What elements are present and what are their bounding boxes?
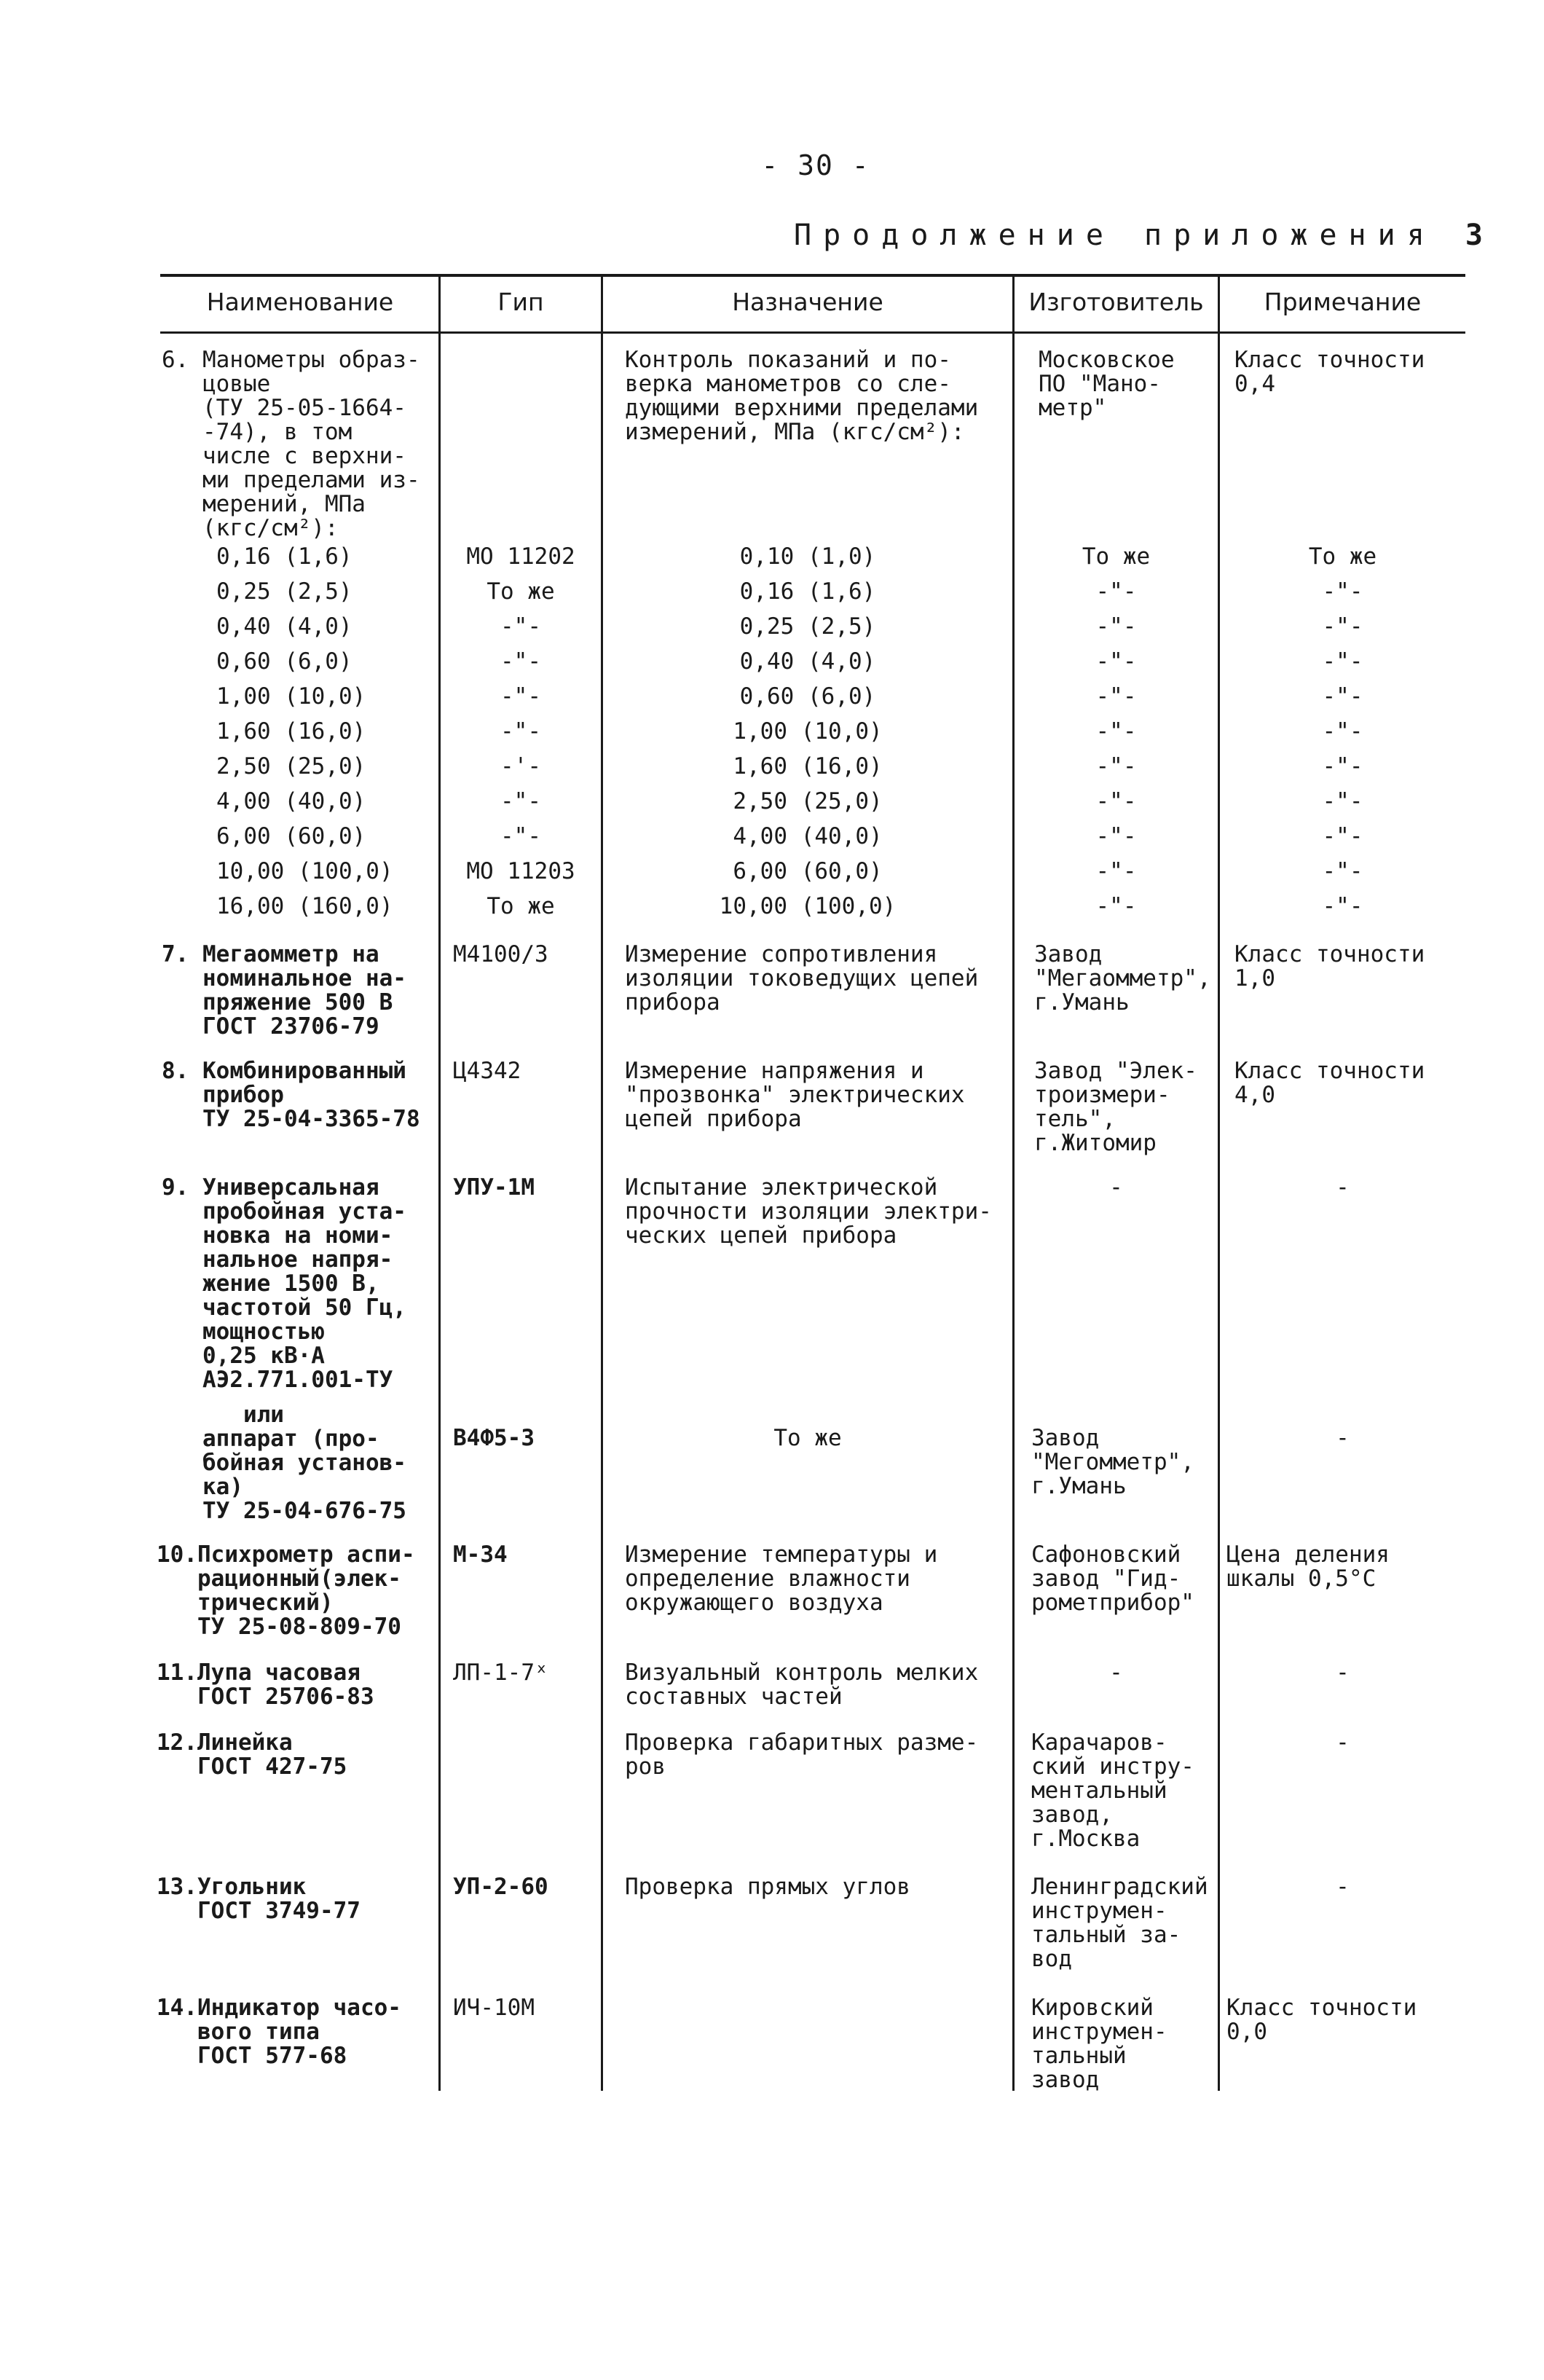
subrow5-name: 1,00 (10,0) <box>216 683 366 710</box>
row11-purpose: Визуальный контроль мелких составных частей <box>625 1660 979 1710</box>
row7-type: М4100/3 <box>453 941 548 967</box>
subrow5-note: -"- <box>1322 683 1363 710</box>
row8-purpose: Измерение напряжения и "прозвонка" электрических цепей прибора <box>625 1058 965 1132</box>
row9-note: - <box>1336 1174 1350 1201</box>
row10-note: Цена деления шкалы 0,5°С <box>1226 1541 1390 1592</box>
row13-type: УП-2-60 <box>453 1874 548 1900</box>
subrow4-name: 0,60 (6,0) <box>216 648 352 675</box>
subrow1-purpose: 0,10 (1,0) <box>739 543 876 570</box>
subrow10-purpose: 6,00 (60,0) <box>733 858 883 884</box>
subrow1-type: МО 11202 <box>466 543 575 570</box>
subrow7-type: -'- <box>500 753 541 779</box>
subrow8-purpose: 2,50 (25,0) <box>733 788 883 814</box>
row9-maker: - <box>1109 1174 1123 1201</box>
row10-purpose: Измерение температуры и определение влажности окружающего воздуха <box>625 1541 938 1616</box>
subrow2-name: 0,25 (2,5) <box>216 578 352 605</box>
subrow10-maker: -"- <box>1095 858 1137 884</box>
subrow3-purpose: 0,25 (2,5) <box>739 613 876 640</box>
subrow6-note: -"- <box>1322 718 1363 745</box>
subrow2-type: То же <box>487 578 555 605</box>
row6-note: Класс точности 0,4 <box>1234 347 1425 397</box>
row13-maker: Ленинградский инструмен- тальный за- вод <box>1031 1874 1208 1972</box>
subrow6-type: -"- <box>500 718 541 745</box>
subrow1-name: 0,16 (1,6) <box>216 543 352 570</box>
row9-type: УПУ-1М <box>453 1174 535 1201</box>
subrow6-name: 1,60 (16,0) <box>216 718 366 745</box>
subrow11-note: -"- <box>1322 893 1363 919</box>
row12-note: - <box>1336 1729 1350 1756</box>
subrow9-purpose: 4,00 (40,0) <box>733 823 883 849</box>
row7-note: Класс точности 1,0 <box>1234 941 1425 991</box>
subrow6-maker: -"- <box>1095 718 1137 745</box>
subrow7-purpose: 1,60 (16,0) <box>733 753 883 779</box>
subrow3-maker: -"- <box>1095 613 1137 640</box>
header-purpose: Назначение <box>732 288 883 316</box>
row11-note: - <box>1336 1660 1350 1686</box>
row8-name: 8. Комбинированный прибор ТУ 25-04-3365-78 <box>162 1058 420 1132</box>
header-type: Гип <box>497 288 544 316</box>
subrow9-note: -"- <box>1322 823 1363 849</box>
row8-type: Ц4342 <box>453 1058 521 1084</box>
table-top-rule <box>160 274 1465 277</box>
row9-purpose: Испытание электрической прочности изоляции электри- ческих цепей прибора <box>625 1174 992 1249</box>
subrow11-name: 16,00 (160,0) <box>216 893 393 919</box>
subrow4-maker: -"- <box>1095 648 1137 675</box>
row10-name: 10.Психрометр аспи- рационный(элек- трический) ТУ 25-08-809-70 <box>157 1541 415 1640</box>
row7-purpose: Измерение сопротивления изоляции токоведущих цепей прибора <box>625 941 979 1016</box>
row7-name: 7. Мегаомметр на номинальное на- пряжение 500 В ГОСТ 23706-79 <box>162 941 406 1040</box>
subrow1-maker: То же <box>1082 543 1151 570</box>
subrow6-purpose: 1,00 (10,0) <box>733 718 883 745</box>
continuation-heading <box>794 219 1483 252</box>
subrow2-maker: -"- <box>1095 578 1137 605</box>
subrow10-name: 10,00 (100,0) <box>216 858 393 884</box>
row12-name: 12.Линейка ГОСТ 427-75 <box>157 1729 347 1780</box>
table-header-rule <box>160 331 1465 334</box>
row9-alt-note: - <box>1336 1425 1350 1451</box>
subrow10-type: МО 11203 <box>466 858 575 884</box>
row14-type: ИЧ-10М <box>453 1995 535 2021</box>
row10-type: М-34 <box>453 1541 508 1568</box>
row9-alt-name: или аппарат (про- бойная установ- ка) ТУ 25-04-676-75 <box>202 1402 406 1524</box>
subrow2-note: -"- <box>1322 578 1363 605</box>
row9-alt-purpose: То же <box>773 1425 842 1451</box>
row10-maker: Сафоновский завод "Гид- рометприбор" <box>1031 1541 1194 1616</box>
subrow9-maker: -"- <box>1095 823 1137 849</box>
row8-maker: Завод "Элек- троизмери- тель", г.Житомир <box>1034 1058 1197 1156</box>
subrow3-name: 0,40 (4,0) <box>216 613 352 640</box>
appendix-number: 3 <box>1465 219 1483 252</box>
row9-alt-type: В4Ф5-3 <box>453 1425 535 1451</box>
subrow8-note: -"- <box>1322 788 1363 814</box>
row13-name: 13.Угольник ГОСТ 3749-77 <box>157 1874 361 1924</box>
row11-maker: - <box>1109 1660 1123 1686</box>
row12-purpose: Проверка габаритных разме- ров <box>625 1729 979 1780</box>
subrow11-maker: -"- <box>1095 893 1137 919</box>
row14-note: Класс точности 0,0 <box>1226 1995 1417 2045</box>
continuation-text: Продолжение приложения <box>794 219 1436 252</box>
subrow11-purpose: 10,00 (100,0) <box>719 893 897 919</box>
row13-note: - <box>1336 1874 1350 1900</box>
subrow5-maker: -"- <box>1095 683 1137 710</box>
row6-maker: Московское ПО "Мано- метр" <box>1039 347 1175 421</box>
row9-alt-maker: Завод "Мегомметр", г.Умань <box>1031 1425 1194 1499</box>
page-number: - 30 - <box>761 149 870 181</box>
subrow7-maker: -"- <box>1095 753 1137 779</box>
subrow10-note: -"- <box>1322 858 1363 884</box>
subrow7-note: -"- <box>1322 753 1363 779</box>
subrow2-purpose: 0,16 (1,6) <box>739 578 876 605</box>
row14-maker: Кировский инструмен- тальный завод <box>1031 1995 1167 2093</box>
subrow8-type: -"- <box>500 788 541 814</box>
subrow9-name: 6,00 (60,0) <box>216 823 366 849</box>
row8-note: Класс точности 4,0 <box>1234 1058 1425 1108</box>
subrow8-name: 4,00 (40,0) <box>216 788 366 814</box>
subrow7-name: 2,50 (25,0) <box>216 753 366 779</box>
subrow4-type: -"- <box>500 648 541 675</box>
subrow8-maker: -"- <box>1095 788 1137 814</box>
row9-name: 9. Универсальная пробойная уста- новка на номи- нальное напря- жение 1500 В, частотой 50 Гц, мощностью 0,25 кВ·А АЭ2.771.001-ТУ <box>162 1174 406 1393</box>
row6-name: 6. Манометры образ- цовые (ТУ 25-05-1664- -74), в том числе с верхни- ми пределами из- мерений, МПа (кгс/см²): <box>162 347 420 541</box>
row11-name: 11.Лупа часовая ГОСТ 25706-83 <box>157 1660 374 1710</box>
subrow3-type: -"- <box>500 613 541 640</box>
header-maker: Изготовитель <box>1028 288 1204 316</box>
subrow5-purpose: 0,60 (6,0) <box>739 683 876 710</box>
row13-purpose: Проверка прямых углов <box>625 1874 910 1900</box>
header-name: Наименование <box>206 288 394 316</box>
row12-maker: Карачаров- ский инстру- ментальный завод, г.Москва <box>1031 1729 1194 1852</box>
row11-type: ЛП-1-7ˣ <box>453 1660 548 1686</box>
header-note: Примечание <box>1264 288 1422 316</box>
subrow9-type: -"- <box>500 823 541 849</box>
subrow1-note: То же <box>1308 543 1377 570</box>
subrow5-type: -"- <box>500 683 541 710</box>
subrow4-purpose: 0,40 (4,0) <box>739 648 876 675</box>
row14-name: 14.Индикатор часо- вого типа ГОСТ 577-68 <box>157 1995 401 2069</box>
subrow4-note: -"- <box>1322 648 1363 675</box>
row6-purpose: Контроль показаний и по- верка манометров со сле- дующими верхними пределами измерений, МПа (кгс/см²): <box>625 347 979 445</box>
row7-maker: Завод "Мегаомметр", г.Умань <box>1034 941 1211 1016</box>
subrow3-note: -"- <box>1322 613 1363 640</box>
subrow11-type: То же <box>487 893 555 919</box>
